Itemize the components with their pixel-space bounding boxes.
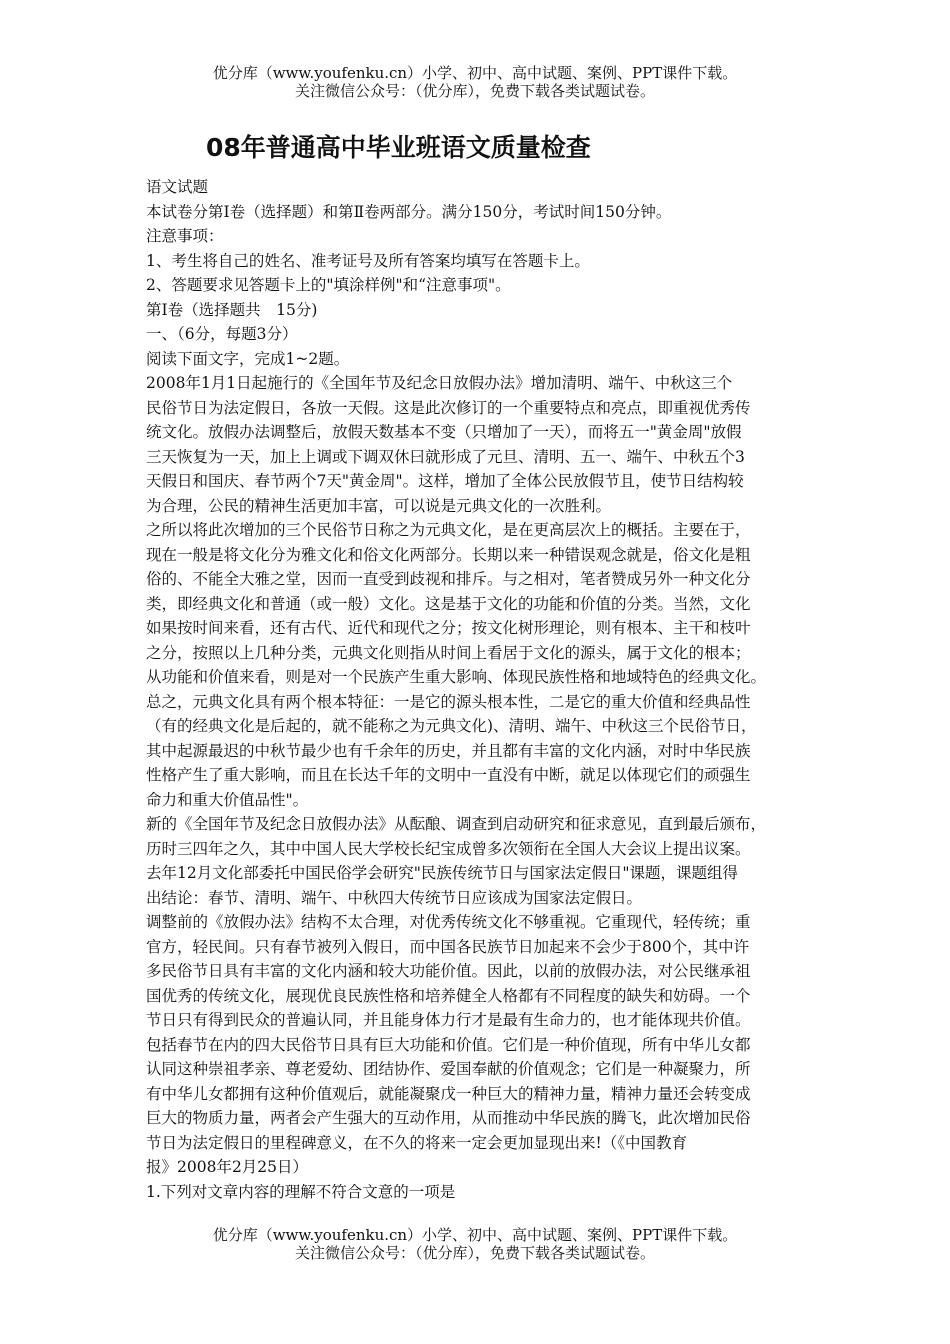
text-line: 去年12月文化部委托中国民俗学会研究"民族传统节日与国家法定假日"课题，课题组得 (146, 864, 738, 882)
header-line-1: 优分库（www.youfenku.cn）小学、初中、高中试题、案例、PPT课件下载。 (212, 64, 738, 82)
text-line: 1.下列对文章内容的理解不符合文意的一项是 (146, 1182, 456, 1201)
text-line: 注意事项： (146, 227, 224, 245)
text-line: 报》2008年2月25日） (146, 1158, 309, 1176)
text-line: 新的《全国年节及纪念日放假办法》从酝酿、调查到启动研究和征求意见，直到最后颁布， (146, 815, 767, 833)
text-line: 一、（6分，每题3分） (146, 325, 298, 343)
page-header (0, 64, 950, 100)
text-line: 民俗节日为法定假日，各放一天假。这是此次修订的一个重要特点和亮点，即重视优秀传 (146, 398, 751, 417)
text-line: 之分，按照以上几种分类，元典文化则指从时间上看居于文化的源头，属于文化的根本； (146, 643, 751, 662)
text-line: 统文化。放假办法调整后，放假天数基本不变（只增加了一天），而将五一"黄金周"放假 (146, 423, 742, 441)
footer-line-1: 优分库（www.youfenku.cn）小学、初中、高中试题、案例、PPT课件下载。 (212, 1226, 738, 1244)
text-line: 类，即经典文化和普通（或一般）文化。这是基于文化的功能和价值的分类。当然，文化 (146, 594, 751, 613)
text-line: 三天恢复为一天，加上上调或下调双休曰就形成了元旦、清明、五一、端午、中秋五个3 (146, 447, 745, 466)
text-line: 从功能和价值来看，则是对一个民族产生重大影响、体现民族性格和地域特色的经典文化。 (146, 668, 767, 686)
text-line: 调整前的《放假办法》结构不太合理，对优秀传统文化不够重视。它重现代，轻传统；重 (146, 913, 751, 931)
text-line: 认同这种崇祖孝亲、尊老爱幼、团结协作、爱国奉献的价值观念；它们是一种凝聚力，所 (146, 1060, 751, 1078)
text-line: 有中华儿女都拥有这种价值观后，就能凝聚戊一种巨大的精神力量，精神力量还会转变成 (146, 1084, 751, 1103)
text-line: 2、答题要求见答题卡上的"填涂样例"和“注意事项"。 (146, 276, 511, 294)
text-line: 其中起源最迟的中秋节最少也有千余年的历史，并且都有丰富的文化内涵，对时中华民族 (146, 741, 751, 760)
text-line: 之所以将此次增加的三个民俗节日称之为元典文化，是在更高层次上的概括。主要在于， (146, 521, 751, 539)
text-line: 节日为法定假日的里程碑意义，在不久的将来一定会更加显现出来!（《中国教育 (146, 1133, 687, 1152)
text-line: 性格产生了重大影响，而且在长达千年的文明中一直没有中断，就足以体现它们的顽强生 (146, 766, 751, 784)
text-line: 国优秀的传统文化，展现优良民族性格和培养健全人格都有不同程度的缺失和妨碍。一个 (146, 986, 751, 1005)
text-line: 第Ⅰ卷（选择题共 15分) (146, 300, 318, 319)
footer-line-2: 关注微信公众号：（优分库），免费下载各类试题试卷。 (294, 1244, 655, 1262)
text-line: 2008年1月1日起施行的《全国年节及纪念日放假办法》增加清明、端午、中秋这三个 (146, 374, 733, 392)
header-line-2: 关注微信公众号：（优分库），免费下载各类试题试卷。 (294, 82, 655, 100)
text-line: 语文试题 (146, 178, 209, 196)
text-line: 俗的、不能全大雅之堂，因而一直受到歧视和排斥。与之相对，笔者赞成另外一种文化分 (146, 570, 751, 588)
text-line: 多民俗节日具有丰富的文化内涵和较大功能价值。因此，以前的放假办法，对公民继承祖 (146, 962, 751, 980)
text-line: 命力和重大价值品性"。 (146, 790, 309, 809)
text-line: 本试卷分第Ⅰ卷（选择题）和第Ⅱ卷两部分。满分150分，考试时间150分钟。 (146, 202, 672, 221)
document-body (146, 175, 810, 1204)
text-line: 1、考生将自己的姓名、准考证号及所有答案均填写在答题卡上。 (146, 251, 590, 270)
text-line: 包括春节在内的四大民俗节日具有巨大功能和价值。它们是一种价值现，所有中华儿女都 (146, 1035, 751, 1054)
text-line: （有的经典文化是后起的，就不能称之为元典文化)、清明、端午、中秋这三个民俗节日， (146, 717, 757, 735)
text-line: 官方，轻民间。只有春节被列入假日，而中国各民族节日加起来不会少于800个，其中许 (146, 937, 750, 956)
text-line: 总之，元典文化具有两个根本特征：一是它的源头根本性，二是它的重大价值和经典品性 (146, 692, 751, 711)
page-footer (0, 1226, 950, 1262)
document-title: 08年普通高中毕业班语文质量检查 (206, 133, 591, 162)
text-line: 节日只有得到民众的普遍认同，并且能身体力行才是最有生命力的，也才能体现共价值。 (146, 1011, 751, 1029)
text-line: 现在一般是将文化分为雅文化和俗文化两部分。长期以来一种错误观念就是，俗文化是粗 (146, 545, 751, 564)
text-line: 阅读下面文字，完成1~2题。 (146, 349, 350, 368)
text-line: 天假日和国庆、春节两个7天"黄金周"。这样，增加了全体公民放假节且，使节日结构较 (146, 472, 744, 490)
text-line: 如果按时间来看，还有古代、近代和现代之分；按文化树形理论，则有根本、主干和枝叶 (146, 619, 751, 637)
text-line: 出结论：春节、清明、端午、中秋四大传统节日应该成为国家法定假日。 (146, 888, 643, 907)
text-line: 历时三四年之久，其中中国人民大学校长纪宝成曾多次领衔在全国人大会议上提出议案。 (146, 839, 751, 858)
text-line: 巨大的物质力量，两者会产生强大的互动作用，从而推动中华民族的腾飞，此次增加民俗 (146, 1109, 751, 1127)
text-line: 为合理，公民的精神生活更加丰富，可以说是元典文化的一次胜利。 (146, 496, 612, 515)
